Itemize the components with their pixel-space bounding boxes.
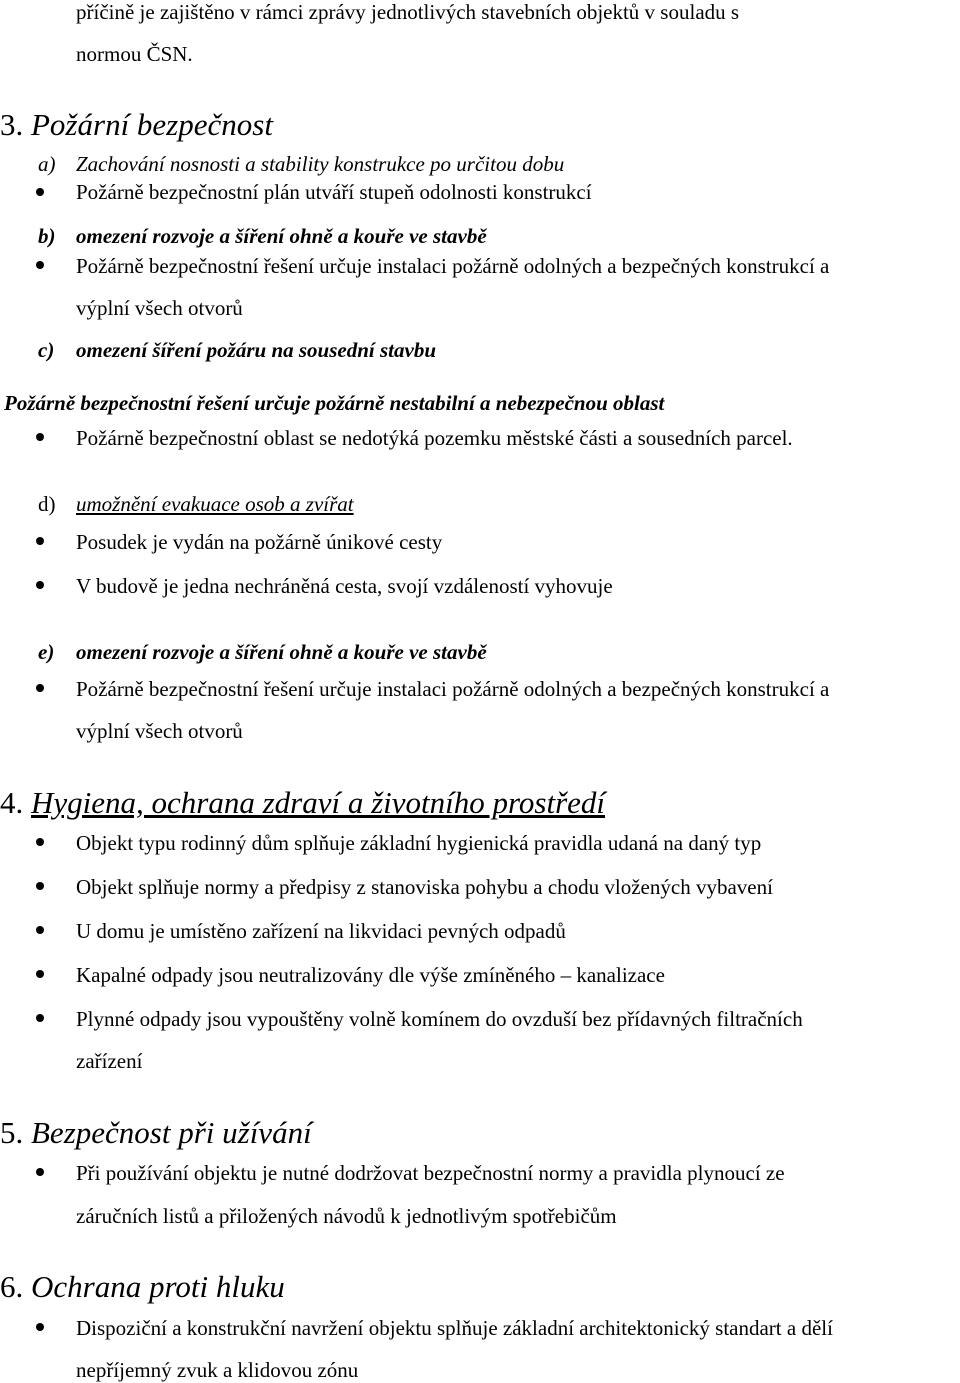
list-item-continuation: nepříjemný zvuk a klidovou zónu <box>76 1358 359 1382</box>
list-item: Požárně bezpečnostní plán utváří stupeň odolnosti konstrukcí <box>76 180 592 204</box>
subsection-a <box>38 152 564 176</box>
bullet-icon <box>36 188 44 196</box>
list-item: Požárně bezpečnostní oblast se nedotýká pozemku městské části a sousedních parcel. <box>76 426 793 450</box>
subsection-title: Zachování nosnosti a stability konstrukce po určitou dobu <box>76 152 565 176</box>
subsection-b <box>38 224 487 248</box>
list-item-continuation: výplní všech otvorů <box>76 719 243 743</box>
list-item: Posudek je vydán na požárně únikové cesty <box>76 530 443 554</box>
list-item: Dispoziční a konstrukční navržení objektu splňuje základní architektonický standart a dělí <box>76 1316 833 1340</box>
bullet-icon <box>36 684 44 692</box>
section-heading-4 <box>0 786 605 820</box>
text-line: příčině je zajištěno v rámci zprávy jednotlivých stavebních objektů v souladu s <box>76 0 740 24</box>
subsection-d <box>38 492 354 516</box>
list-item-continuation: výplní všech otvorů <box>76 296 243 320</box>
text-line: normou ČSN. <box>76 42 193 66</box>
subsection-title: omezení rozvoje a šíření ohně a kouře ve stavbě <box>76 640 487 664</box>
list-item: Požárně bezpečnostní řešení určuje instalaci požárně odolných a bezpečných konstrukcí a <box>76 677 830 701</box>
bullet-icon <box>36 537 44 545</box>
subsection-e <box>38 640 487 664</box>
bullet-icon <box>36 581 44 589</box>
list-item: Při používání objektu je nutné dodržovat bezpečnostní normy a pravidla plynoucí ze <box>76 1161 785 1185</box>
section-title: Hygiena, ochrana zdraví a životního prostředí <box>31 785 606 820</box>
bullet-icon <box>36 1014 44 1022</box>
list-item-continuation: zařízení <box>76 1049 143 1073</box>
bullet-icon <box>36 926 44 934</box>
bullet-icon <box>36 970 44 978</box>
list-item: Požárně bezpečnostní řešení určuje instalaci požárně odolných a bezpečných konstrukcí a <box>76 254 830 278</box>
subsection-title: umožnění evakuace osob a zvířat <box>76 492 354 516</box>
list-item: Kapalné odpady jsou neutralizovány dle výše zmíněného – kanalizace <box>76 963 665 987</box>
list-item: V budově je jedna nechráněná cesta, svojí vzdáleností vyhovuje <box>76 574 613 598</box>
section-number: 5. <box>0 1115 24 1150</box>
section-heading-6 <box>0 1270 285 1304</box>
text-line: Požárně bezpečnostní řešení určuje požárně nestabilní a nebezpečnou oblast <box>4 391 665 415</box>
section-number: 4. <box>0 785 24 820</box>
bullet-icon <box>36 261 44 269</box>
section-heading-5 <box>0 1116 312 1150</box>
bullet-icon <box>36 882 44 890</box>
bullet-icon <box>36 433 44 441</box>
list-item-continuation: záručních listů a přiložených návodů k jednotlivým spotřebičům <box>76 1204 617 1228</box>
bullet-icon <box>36 1168 44 1176</box>
subsection-title: omezení šíření požáru na sousední stavbu <box>76 338 436 362</box>
list-item: Objekt splňuje normy a předpisy z stanoviska pohybu a chodu vložených vybavení <box>76 875 773 899</box>
section-number: 3. <box>0 107 24 142</box>
subsection-title: omezení rozvoje a šíření ohně a kouře ve stavbě <box>76 224 487 248</box>
subsection-letter: a) <box>38 152 56 176</box>
list-item: Objekt typu rodinný dům splňuje základní hygienická pravidla udaná na daný typ <box>76 831 762 855</box>
list-item: Plynné odpady jsou vypouštěny volně komínem do ovzduší bez přídavných filtračních <box>76 1007 803 1031</box>
subsection-letter: b) <box>38 224 56 248</box>
list-item: U domu je umístěno zařízení na likvidaci pevných odpadů <box>76 919 566 943</box>
bullet-icon <box>36 838 44 846</box>
section-title: Požární bezpečnost <box>31 107 273 142</box>
section-heading-3 <box>0 108 273 142</box>
section-title: Bezpečnost při užívání <box>31 1115 312 1150</box>
subsection-letter: d) <box>38 492 56 516</box>
subsection-c <box>38 338 436 362</box>
subsection-letter: e) <box>38 640 55 664</box>
section-number: 6. <box>0 1269 24 1304</box>
subsection-letter: c) <box>38 338 55 362</box>
bullet-icon <box>36 1323 44 1331</box>
section-title: Ochrana proti hluku <box>31 1269 285 1304</box>
